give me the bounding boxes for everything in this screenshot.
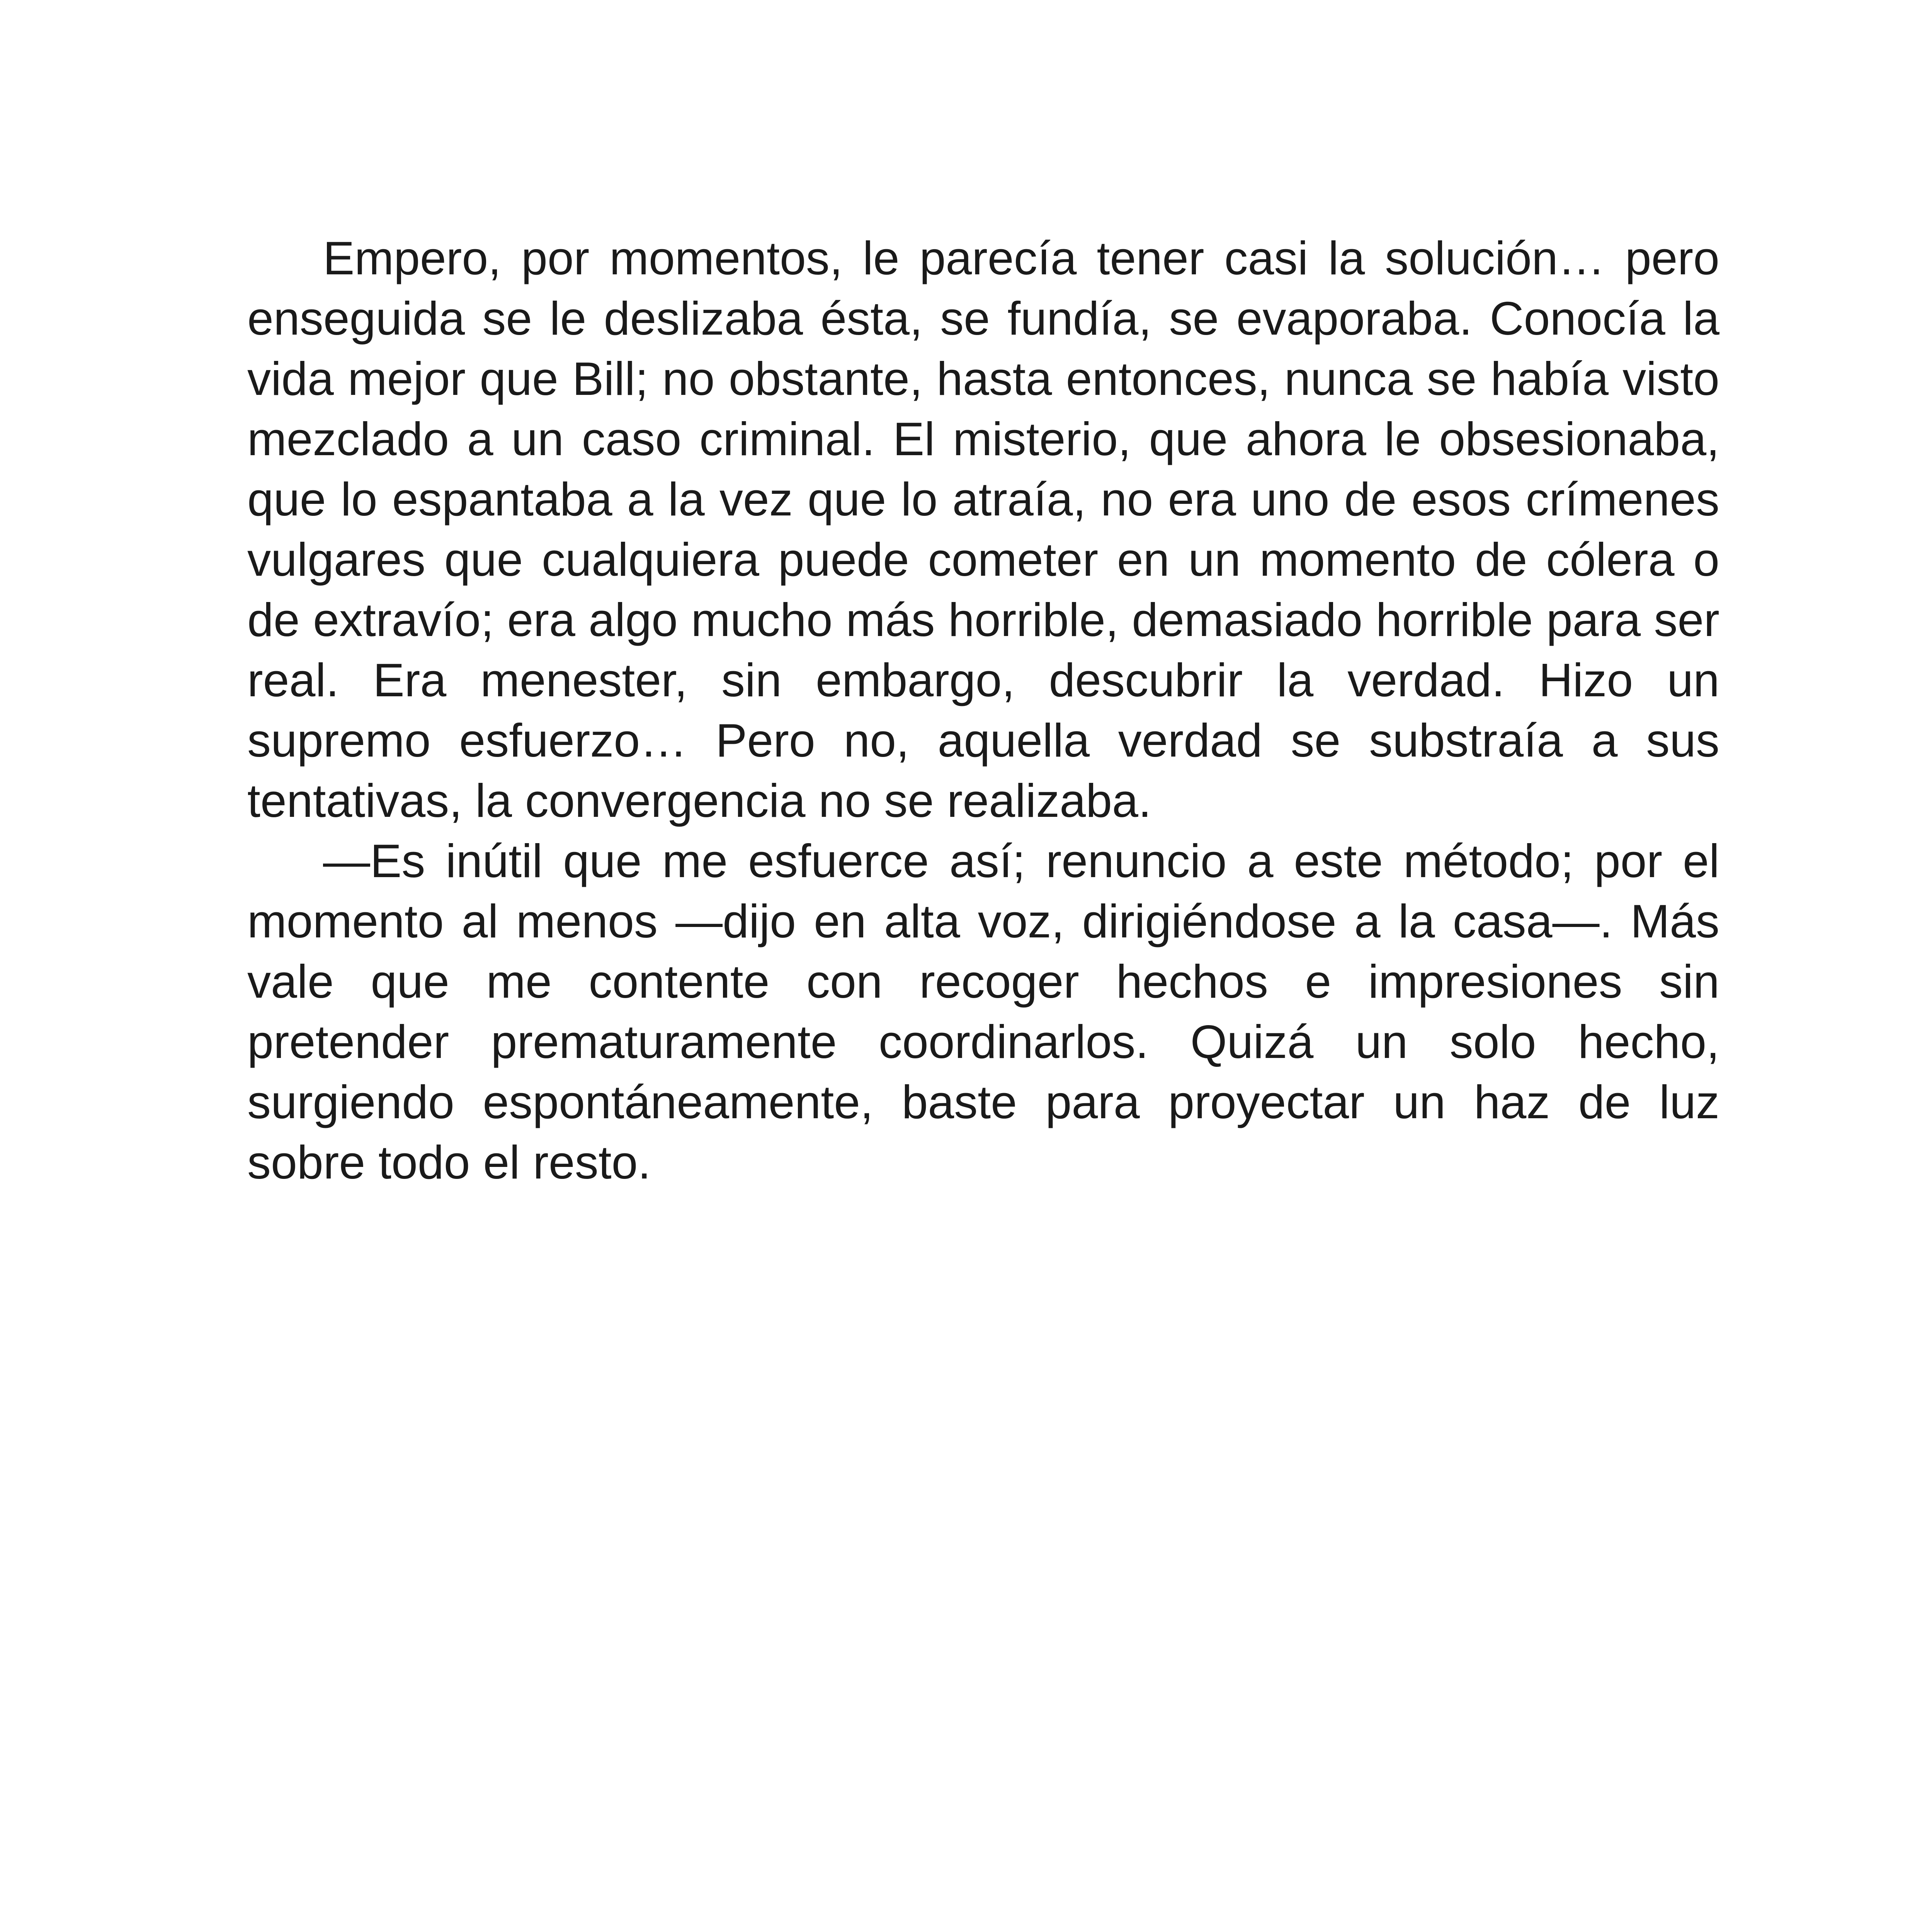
paragraph-2: —Es inútil que me esfuerce así; renuncio a este método; por el momento al menos —dijo en alta voz, dirigiéndose a la casa—. Más vale que me contente con recoger hechos e impresiones sin pretender prematuramente coordinarlos. Quizá un solo hecho, surgiendo espontáneamente, baste para proyectar un haz de luz sobre todo el resto. [247, 835, 1719, 1189]
body-text [247, 228, 1719, 1192]
paragraph-1: Empero, por momentos, le parecía tener casi la solución… pero enseguida se le deslizaba ésta, se fundía, se evaporaba. Conocía la vida mejor que Bill; no obstante, hasta entonces, nunca se había visto mezclado a un caso criminal. El misterio, que ahora le obsesionaba, que lo espantaba a la vez que lo atraía, no era uno de esos crímenes vulgares que cualquiera puede cometer en un momento de cólera o de extravío; era algo mucho más horrible, demasiado horrible para ser real. Era menester, sin embargo, descubrir la verdad. Hizo un supremo esfuerzo… Pero no, aquella verdad se substraía a sus tentativas, la convergencia no se realizaba. [247, 232, 1719, 827]
